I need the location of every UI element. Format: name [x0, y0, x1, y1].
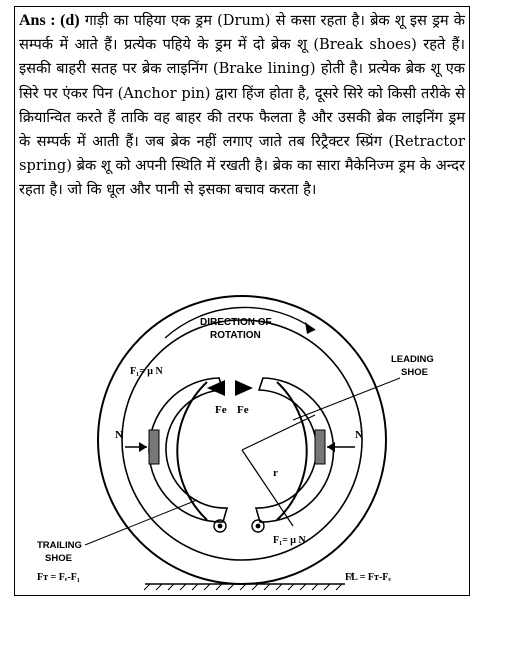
radius-label: r: [273, 467, 278, 479]
trailing-shoe: [149, 378, 227, 522]
normal-right-label: N: [355, 429, 363, 441]
direction-label-2: ROTATION: [210, 330, 261, 341]
answer-lead: Ans : (d): [19, 12, 80, 29]
answer-body: गाड़ी का पहिया एक ड्रम (Drum) से कसा रहता है। ब्रेक शू इस ड्रम के सम्पर्क में आते हैं। प्रत्येक पहिये के ड्रम में दो ब्रेक शू (Break shoes) रहते हैं। इसकी बाहरी सतह पर ब्रेक लाइनिंग (Brake lining) होती है। प्रत्येक ब्रेक शू एक सिरे पर एंकर पिन (Anchor pin) द्वारा हिंज होता है, दूसरे सिरे को किसी तरीके से क्रियान्वित करते हैं ताकि वह बाहर की तरफ फैलता है और उसकी ब्रेक लाइनिंग ड्रम के सम्पर्क में आती हैं। जब ब्रेक नहीं लगाए जाते तब रिट्रैक्टर स्प्रिंग (Retractor spring) ब्रेक शू को अपनी स्थिति में रखती है। ब्रेक का सारा मैकेनिज्म ड्रम के अन्दर रहता है। जो कि धूल और पानी से इसका बचाव करता है।: [19, 12, 466, 199]
right-lining-block: [315, 430, 325, 464]
leading-shoe-label-1: LEADING: [391, 354, 434, 365]
expander-arrow-left: [207, 380, 225, 396]
normal-left-label: N: [115, 429, 123, 441]
leading-shoe-arc: [277, 382, 307, 520]
left-lining-block: [149, 430, 159, 464]
force-fe-left-label: Fe: [215, 404, 227, 416]
leading-shoe-label-2: SHOE: [401, 367, 428, 378]
force-fe-right-label: Fe: [237, 404, 249, 416]
trailing-shoe-leader: [85, 500, 197, 545]
equation-leading: F̸L = Fᴛ-Fₑ: [345, 572, 391, 583]
answer-paragraph: [19, 9, 465, 203]
answer-card: [14, 6, 470, 596]
friction-bottom-label: F₁= μ N: [273, 535, 306, 546]
direction-label-1: DIRECTION OF: [200, 317, 272, 328]
expander-arrow-right: [235, 380, 253, 396]
friction-top-label: F₁= μ N: [130, 366, 163, 377]
trailing-shoe-label-1: TRAILING: [37, 540, 82, 551]
trailing-shoe-arc: [177, 382, 207, 520]
trailing-shoe-label-2: SHOE: [45, 553, 72, 564]
equation-trailing: Fᴛ = Fₑ-F₁: [37, 572, 80, 583]
brake-drum-diagram: [15, 290, 469, 595]
